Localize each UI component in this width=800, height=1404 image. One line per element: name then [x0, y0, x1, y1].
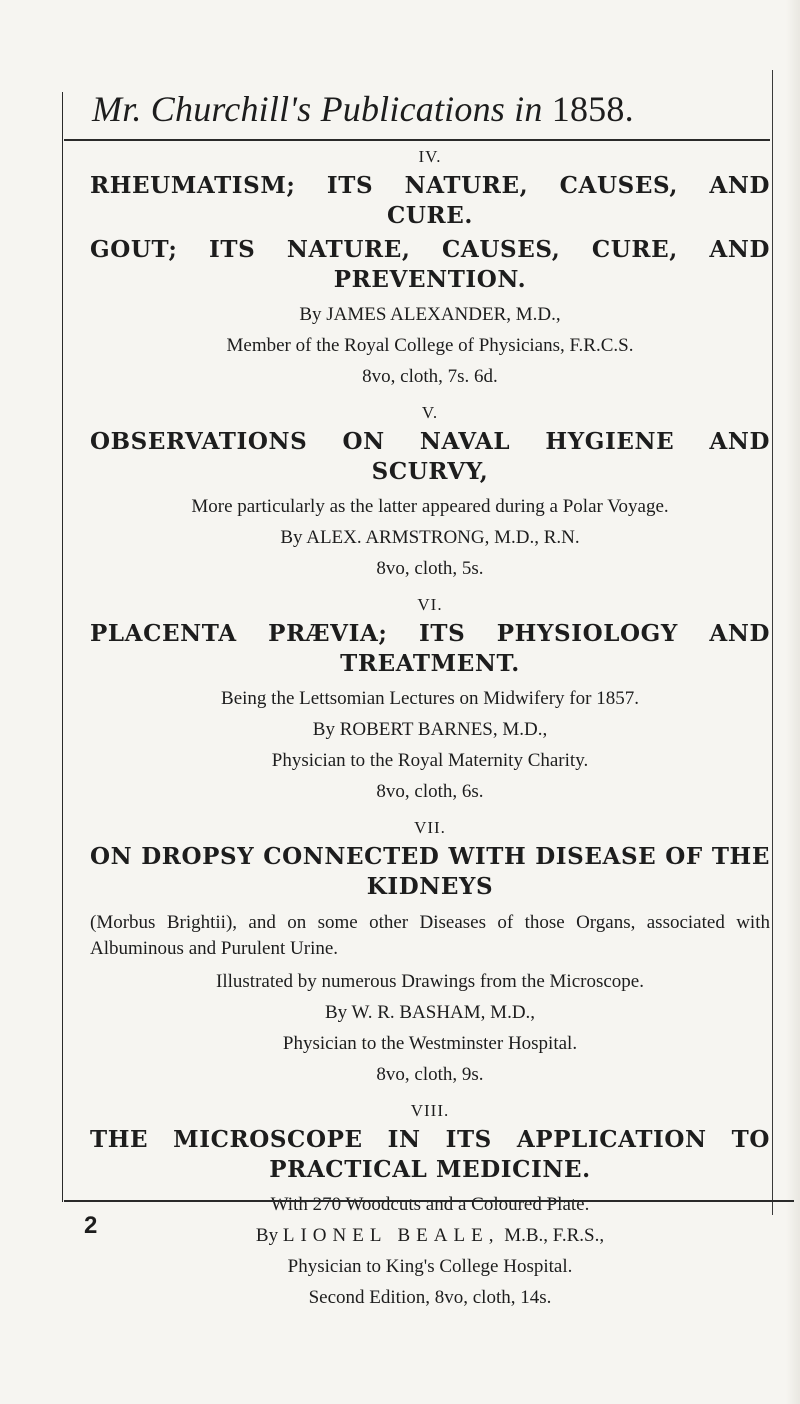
- header-year: 1858.: [551, 89, 634, 129]
- entry-title-secondary: GOUT; ITS NATURE, CAUSES, CURE, AND PREVENTION.: [90, 236, 770, 293]
- entry-vi: [90, 594, 770, 807]
- entry-title: ON DROPSY CONNECTED WITH DISEASE OF THE KIDNEYS: [90, 843, 770, 900]
- entry-iv: [90, 146, 770, 392]
- entry-v: [90, 402, 770, 584]
- entry-author: By W. R. BASHAM, M.D.,: [324, 1002, 536, 1023]
- entry-numeral: VII.: [414, 818, 446, 837]
- author-name: LIONEL BEALE,: [282, 1225, 500, 1246]
- page-edge: [786, 0, 800, 1404]
- header-text: Mr. Churchill's Publications in: [92, 89, 543, 129]
- author-prefix: By: [255, 1225, 279, 1246]
- page-number: 2: [84, 1212, 98, 1239]
- entry-note: With 270 Woodcuts and a Coloured Plate.: [270, 1194, 590, 1215]
- footer-rule: [64, 1200, 794, 1202]
- entry-credential: Physician to the Westminster Hospital.: [282, 1033, 578, 1054]
- entry-author: By JAMES ALEXANDER, M.D.,: [299, 304, 561, 325]
- entry-numeral: VI.: [417, 595, 443, 614]
- entry-title: THE MICROSCOPE IN ITS APPLICATION TO PRACTICAL MEDICINE.: [90, 1126, 770, 1183]
- page-frame-left: [62, 92, 63, 1202]
- entry-title: OBSERVATIONS ON NAVAL HYGIENE AND SCURVY,: [90, 428, 770, 485]
- entry-credential: Member of the Royal College of Physicians, F.R.C.S.: [226, 335, 634, 356]
- entry-author: By ALEX. ARMSTRONG, M.D., R.N.: [280, 527, 580, 548]
- entry-format: 8vo, cloth, 9s.: [376, 1064, 484, 1085]
- entry-format: 8vo, cloth, 7s. 6d.: [362, 366, 498, 387]
- entry-title: RHEUMATISM; ITS NATURE, CAUSES, AND CURE.: [90, 172, 770, 229]
- entry-numeral: VIII.: [410, 1101, 450, 1120]
- page-frame-right: [772, 70, 773, 1215]
- entry-note-secondary: Illustrated by numerous Drawings from the Microscope.: [216, 971, 644, 992]
- entry-note: More particularly as the latter appeared during a Polar Voyage.: [191, 496, 669, 517]
- entry-numeral: IV.: [418, 147, 442, 166]
- entry-format: 8vo, cloth, 6s.: [376, 781, 484, 802]
- author-suffix: M.B., F.R.S.,: [504, 1225, 605, 1246]
- entry-author: [90, 1220, 770, 1251]
- entry-vii: [90, 817, 770, 1090]
- entry-format: Second Edition, 8vo, cloth, 14s.: [308, 1287, 552, 1308]
- entry-note: (Morbus Brightii), and on some other Diseases of those Organs, associated with Albuminous and Purulent Urine.: [90, 912, 770, 959]
- entry-viii: [90, 1100, 770, 1313]
- header-rule: [64, 139, 770, 141]
- entry-author: By ROBERT BARNES, M.D.,: [312, 719, 548, 740]
- entry-numeral: V.: [421, 403, 439, 422]
- entry-credential: Physician to King's College Hospital.: [287, 1256, 573, 1277]
- entry-note: Being the Lettsomian Lectures on Midwifery for 1857.: [221, 688, 639, 709]
- entry-credential: Physician to the Royal Maternity Charity.: [271, 750, 589, 771]
- entry-title: PLACENTA PRÆVIA; ITS PHYSIOLOGY AND TREATMENT.: [90, 620, 770, 677]
- publication-list: [90, 146, 770, 1313]
- running-header: [92, 88, 752, 130]
- entry-format: 8vo, cloth, 5s.: [376, 558, 484, 579]
